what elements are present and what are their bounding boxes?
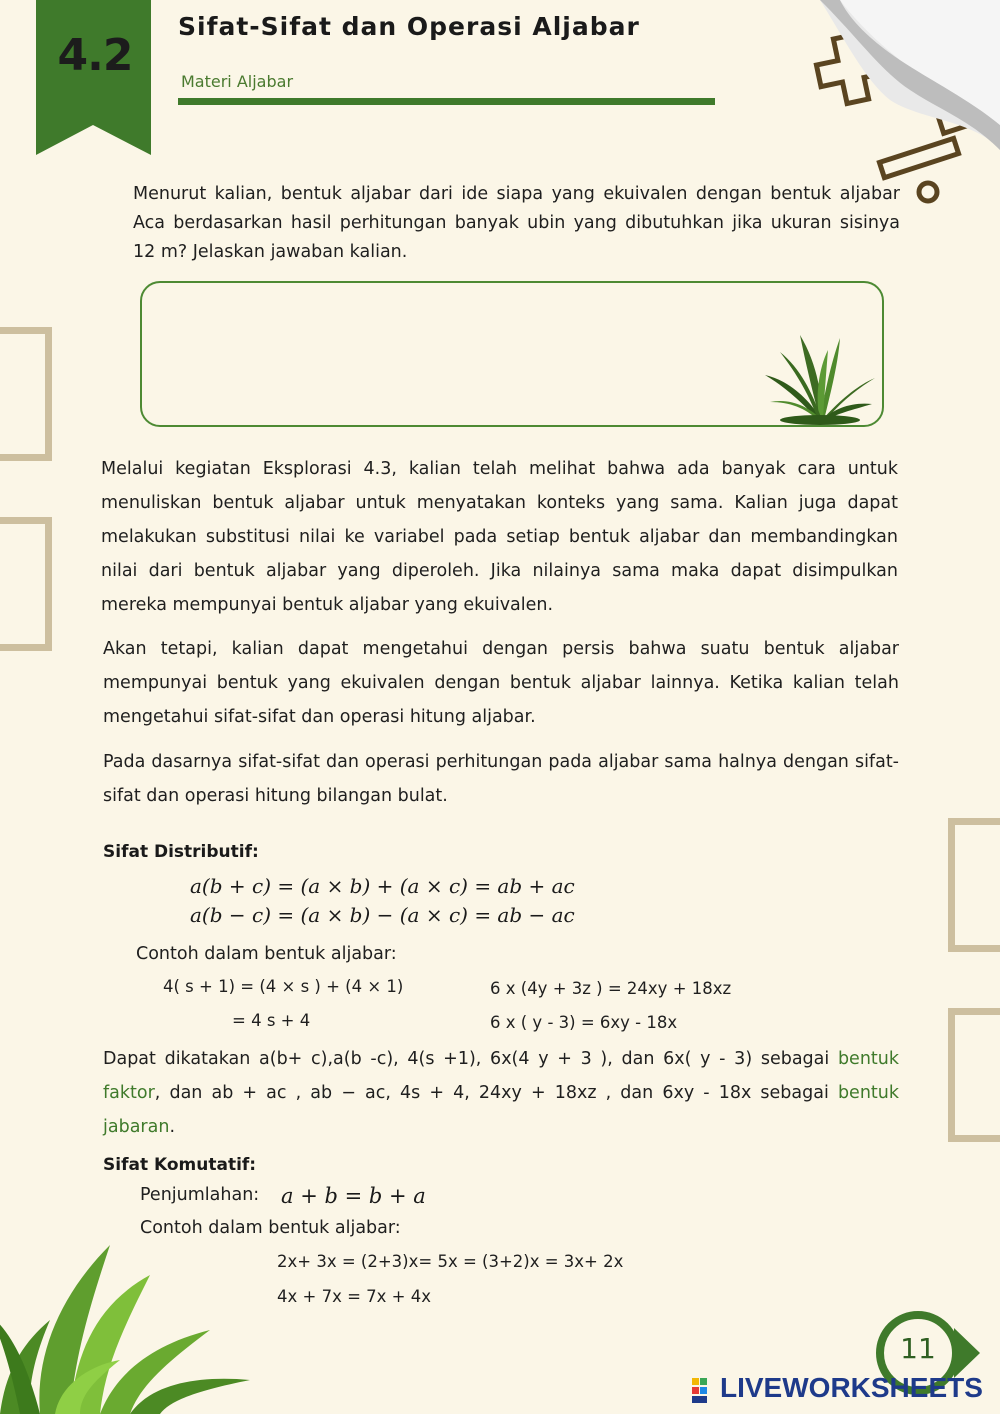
distributive-conclusion	[103, 1042, 899, 1144]
liveworksheets-logo-icon	[692, 1378, 716, 1404]
side-frame-decoration	[948, 1008, 1000, 1142]
paragraph: Pada dasarnya sifat-sifat dan operasi perhitungan pada aljabar sama halnya dengan sifat-sifat dan operasi hitung bilangan bulat.	[103, 752, 899, 806]
paragraph: Melalui kegiatan Eksplorasi 4.3, kalian telah melihat bahwa ada banyak cara untuk menuliskan bentuk aljabar untuk menyatakan konteks yang sama. Kalian juga dapat melakukan substitusi nilai ke variabel pada setiap bentuk aljabar dan membandingkan nilai dari bentuk aljabar yang diperoleh. Jika nilainya sama maka dapat disimpulkan mereka mempunyai bentuk aljabar yang ekuivalen.	[101, 459, 898, 615]
paragraph: Akan tetapi, kalian dapat mengetahui dengan persis bahwa suatu bentuk aljabar mempunyai bentuk yang ekuivalen dengan bentuk aljabar lainnya. Ketika kalian telah mengetahui sifat-sifat dan operasi hitung aljabar.	[103, 639, 899, 727]
term-factor: bentuk faktor	[103, 1049, 899, 1103]
page-subtitle: Materi Aljabar	[181, 72, 294, 91]
commutative-example: 4x + 7x = 7x + 4x	[277, 1287, 431, 1306]
distributive-example: 4( s + 1) = (4 × s ) + (4 × 1)	[163, 977, 404, 996]
distributive-example: 6 x ( y - 3) = 6xy - 18x	[490, 1013, 678, 1032]
commutative-example: 2x+ 3x = (2+3)x= 5x = (3+2)x = 3x+ 2x	[277, 1252, 624, 1271]
commutative-heading: Sifat Komutatif:	[103, 1155, 257, 1175]
side-frame-decoration	[948, 818, 1000, 952]
sum-label: Penjumlahan:	[140, 1185, 260, 1205]
distributive-formula-add: a(b + c) = (a × b) + (a × c) = ab + ac	[190, 874, 575, 898]
side-frame-decoration	[0, 327, 52, 461]
distributive-formula-subtract: a(b − c) = (a × b) − (a × c) = ab − ac	[190, 903, 575, 927]
distributive-heading: Sifat Distributif:	[103, 842, 259, 862]
title-underline	[178, 98, 715, 105]
conclusion-text: Dapat dikatakan a(b+ c),a(b -c), 4(s +1), 6x(4 y + 3 ), dan 6x( y - 3) sebagai	[103, 1049, 838, 1069]
page-title: Sifat-Sifat dan Operasi Aljabar	[178, 12, 640, 41]
term-expansion: bentuk jabaran	[103, 1083, 899, 1137]
side-frame-decoration	[0, 517, 52, 651]
commutative-formula: a + b = b + a	[281, 1184, 426, 1208]
math-symbols-decoration	[770, 0, 1000, 210]
conclusion-text: .	[169, 1117, 176, 1137]
question-text: Menurut kalian, bentuk aljabar dari ide siapa yang ekuivalen dengan bentuk aljabar Aca berdasarkan hasil perhitungan banyak ubin yang dibutuhkan jika ukuran sisinya 12 m? Jelaskan jawaban kalian.	[133, 184, 900, 262]
agave-plant-icon	[760, 330, 880, 425]
page-number: 11	[900, 1332, 936, 1365]
distributive-example: = 4 s + 4	[232, 1011, 311, 1030]
liveworksheets-watermark[interactable]: LIVEWORKSHEETS	[720, 1372, 983, 1403]
section-number: 4.2	[57, 30, 133, 81]
conclusion-text: , dan ab + ac , ab − ac, 4s + 4, 24xy + 18xz , dan 6xy - 18x sebagai	[154, 1083, 838, 1103]
grass-plant-icon	[0, 1235, 270, 1414]
distributive-example: 6 x (4y + 3z ) = 24xy + 18xz	[490, 979, 732, 998]
example-label: Contoh dalam bentuk aljabar:	[140, 1218, 401, 1238]
example-label: Contoh dalam bentuk aljabar:	[136, 944, 397, 964]
